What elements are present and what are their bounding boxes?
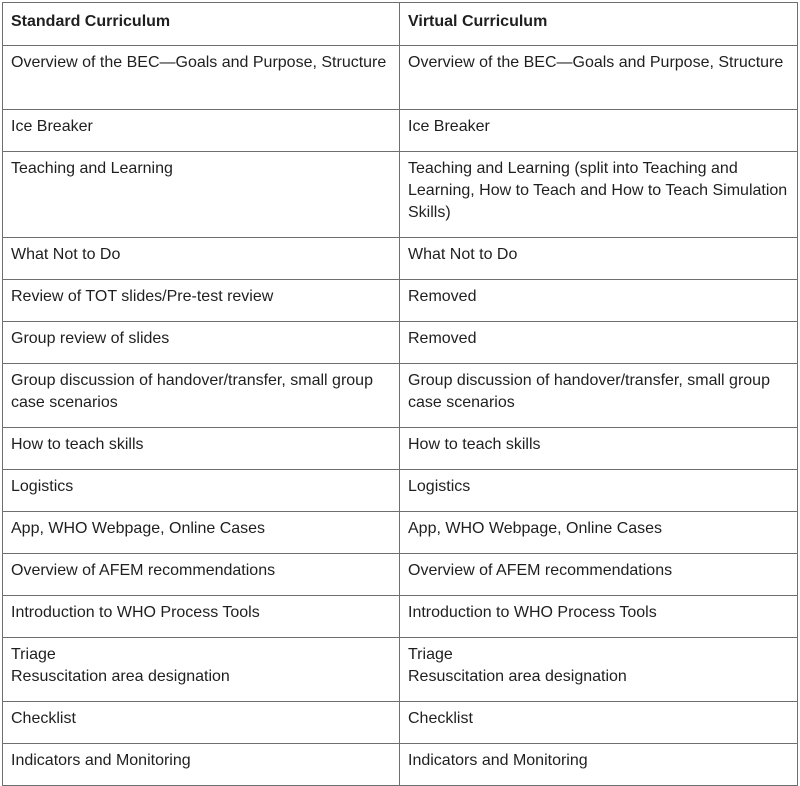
cell-virtual: Overview of AFEM recommendations (400, 554, 798, 596)
table-row (3, 322, 798, 364)
cell-virtual: Indicators and Monitoring (400, 744, 798, 786)
table-row (3, 512, 798, 554)
cell-virtual: What Not to Do (400, 238, 798, 280)
table-row (3, 702, 798, 744)
table-row (3, 46, 798, 110)
cell-standard: Overview of the BEC—Goals and Purpose, Structure (3, 46, 400, 110)
cell-virtual: App, WHO Webpage, Online Cases (400, 512, 798, 554)
curriculum-comparison-table (2, 2, 798, 786)
cell-standard: Ice Breaker (3, 110, 400, 152)
cell-standard: Teaching and Learning (3, 152, 400, 238)
table-row (3, 364, 798, 428)
table-header-row (3, 3, 798, 46)
cell-standard: Introduction to WHO Process Tools (3, 596, 400, 638)
cell-standard: App, WHO Webpage, Online Cases (3, 512, 400, 554)
table-row (3, 470, 798, 512)
cell-standard: Group review of slides (3, 322, 400, 364)
cell-standard: Group discussion of handover/transfer, small group case scenarios (3, 364, 400, 428)
table-row (3, 744, 798, 786)
cell-virtual: Removed (400, 280, 798, 322)
cell-virtual: Checklist (400, 702, 798, 744)
cell-virtual: Triage Resuscitation area designation (400, 638, 798, 702)
header-virtual-curriculum: Virtual Curriculum (400, 3, 798, 46)
cell-virtual: Logistics (400, 470, 798, 512)
table-row (3, 152, 798, 238)
table-row (3, 596, 798, 638)
table-row (3, 554, 798, 596)
cell-standard: Logistics (3, 470, 400, 512)
cell-standard: Triage Resuscitation area designation (3, 638, 400, 702)
table-row (3, 428, 798, 470)
cell-virtual: Ice Breaker (400, 110, 798, 152)
table-row (3, 238, 798, 280)
table-row (3, 638, 798, 702)
cell-standard: Indicators and Monitoring (3, 744, 400, 786)
header-standard-curriculum: Standard Curriculum (3, 3, 400, 46)
cell-virtual: Group discussion of handover/transfer, small group case scenarios (400, 364, 798, 428)
cell-virtual: Introduction to WHO Process Tools (400, 596, 798, 638)
cell-standard: Checklist (3, 702, 400, 744)
cell-standard: How to teach skills (3, 428, 400, 470)
table-row (3, 110, 798, 152)
cell-standard: Review of TOT slides/Pre-test review (3, 280, 400, 322)
cell-standard: What Not to Do (3, 238, 400, 280)
cell-virtual: How to teach skills (400, 428, 798, 470)
cell-virtual: Overview of the BEC—Goals and Purpose, Structure (400, 46, 798, 110)
cell-virtual: Removed (400, 322, 798, 364)
cell-virtual: Teaching and Learning (split into Teaching and Learning, How to Teach and How to Teach Simulation Skills) (400, 152, 798, 238)
table-row (3, 280, 798, 322)
cell-standard: Overview of AFEM recommendations (3, 554, 400, 596)
